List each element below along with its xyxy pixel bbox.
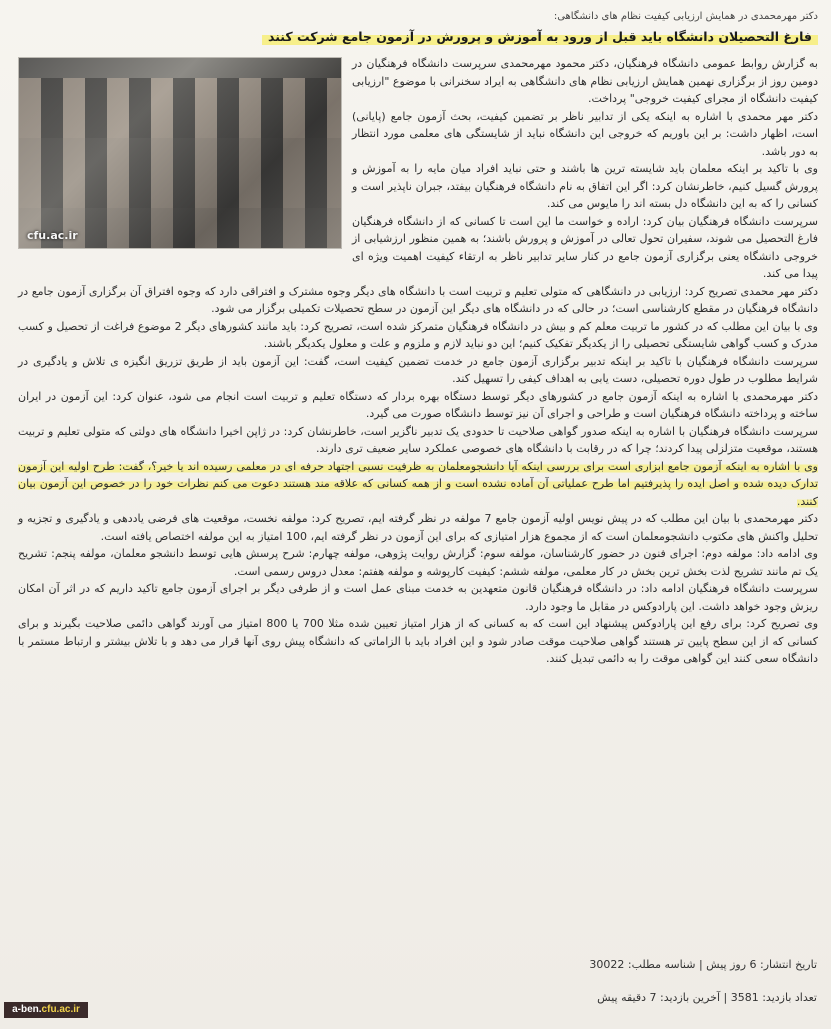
audience-row-middle bbox=[19, 138, 341, 208]
audience-row-top bbox=[19, 78, 341, 138]
paragraph-8: دکتر مهرمحمدی با اشاره به اینکه آزمون جامع در کشورهای دیگر توسط دستگاه بهره بردار که دستگاه تعلیم و تربیت است انجام می شود، عنوان کرد: این آزمون در ایران ساخته و پرداخته دانشگاه فرهنگیان است و طراحی و اجرای آن نیز توسط دانشگاه صورت می گیرد. bbox=[18, 389, 818, 420]
article-headline: فارغ التحصیلان دانشگاه باید قبل از ورود به آموزش و پرورش در آزمون جامع شرکت کنند bbox=[262, 27, 818, 47]
highlighted-text: وی با اشاره به اینکه آزمون جامع ابزاری است برای بررسی اینکه آیا دانشجومعلمان به ظرفیت نسبی اجتهاد حرفه ای در معلمی رسیده اند یا خیر؟، گفت: طرح اولیه این آزمون تدارک دیده شده و اصل ایده را پذیرفتیم اما طرح عملیاتی آن آماده نشده است و از همه کسانی که علاقه مند هستند دعوت می کنم نظرات خود را در خصوص این آزمون بیان کنند. bbox=[18, 459, 818, 508]
site-badge[interactable] bbox=[4, 1002, 88, 1018]
paragraph-9: سرپرست دانشگاه فرهنگیان با اشاره به اینکه صدور گواهی صلاحیت تا حدودی یک تدبیر ناگزیر است، خاطرنشان کرد: در ژاپن اخیرا دانشگاه های دولتی که متولی تعلیم و تربیت هستند، موقعیت متزلزلی پیدا کردند؛ چرا که در رقابت با دانشگاه های خصوصی عملکرد سایر ضعیف تری دارند. bbox=[18, 424, 818, 455]
visit-info: تعداد بازدید: 3581 | آخرین بازدید: 7 دقیقه پیش bbox=[597, 991, 817, 1004]
photo-watermark: cfu.ac.ir bbox=[27, 229, 78, 242]
paragraph-2: دکتر مهر محمدی با اشاره به اینکه یکی از تدابیر ناظر بر تضمین کیفیت، بحث آزمون جامع (پایانی) است، اظهار داشت: بر این باوریم که خروجی این دانشگاه نباید از شایستگی های معلمی مورد انتظار به دور باشد. bbox=[352, 109, 818, 158]
article bbox=[18, 10, 818, 668]
paragraph-3: وی با تاکید بر اینکه معلمان باید شایسته ترین ها باشند و حتی نباید افراد میان مایه را به آموزش و پرورش گسیل کنیم، خاطرنشان کرد: اگر این اتفاق به نام دانشگاه فرهنگیان بیفتد، جبران ناپذیر است و کسانی را که به این دانشگاه دل بسته اند را مایوس می کند. bbox=[352, 162, 818, 210]
conference-photo bbox=[18, 57, 342, 249]
site-badge-domain: cfu.ac.ir bbox=[41, 1004, 80, 1015]
paragraph-13: سرپرست دانشگاه فرهنگیان ادامه داد: در دانشگاه فرهنگیان قانون متعهدین به خدمت مبنای عمل است و از طرفی دیگر بر اجرای آزمون جامع تاکید داریم که در اثر آن امکان ریزش وجود خواهد داشت. این پارادوکس در مقابل ما وجود دارد. bbox=[18, 582, 818, 613]
paragraph-5: دکتر مهر محمدی تصریح کرد: ارزیابی در دانشگاهی که متولی تعلیم و تربیت است با دانشگاه های دیگر وجوه مشترک و افتراقی دارد که وجوه افتراق آن برگزاری آزمون جامع در دانشگاه فرهنگیان در مقطع کارشناسی است؛ در حالی که در دانشگاه های دیگر این آزمون در سطح تحصیلات تکمیلی برگزار می شود. bbox=[18, 284, 818, 315]
site-badge-prefix: a-ben. bbox=[12, 1004, 42, 1015]
article-intro: دکتر مهرمحمدی در همایش ارزیابی کیفیت نظام های دانشگاهی: bbox=[553, 11, 818, 22]
paragraph-14: وی تصریح کرد: برای رفع این پارادوکس پیشنهاد این است که به کسانی که از هزار امتیاز تعیین شده مثلا 700 یا 800 امتیاز می آورند گواهی دائمی صلاحیت بگیرند و برای کسانی که از این سطح پایین تر هستند گواهی صلاحیت موقت صادر شود و این افراد باید با الزاماتی که دانشگاه پیش روی آنها قرار می دهد و با تلاش بیشتر و ارتباط مستمر با دانشگاه سعی کنند این گواهی موقت را به دائمی تبدیل کنند. bbox=[18, 617, 819, 665]
paragraph-12: وی ادامه داد: مولفه دوم: اجرای فنون در حضور کارشناسان، مولفه سوم: گزارش روایت پژوهی، مولفه چهارم: شرح پرسش هایی توسط دانشجو معلمان، مولفه پنجم: تشریح یک تم مانند تشریح لذت بخش ترین بخش در کار معلمی، مولفه ششم: کیفیت کارپوشه و مولفه هفتم: معدل دروس رسمی است. bbox=[18, 547, 818, 578]
paragraph-6: وی با بیان این مطلب که در کشور ما تربیت معلم کم و بیش در دانشگاه فرهنگیان متمرکز شده است، تصریح کرد: باید مانند کشورهای دیگر 2 موضوع فراغت از تحصیل و کسب مدرک و کسب گواهی شایستگی تحصیلی را از یکدیگر تفکیک کنیم؛ این دو نباید لازم و ملزوم و علت و معلول یکدیگر باشند. bbox=[18, 319, 818, 350]
paragraph-1: به گزارش روابط عمومی دانشگاه فرهنگیان، دکتر محمود مهرمحمدی سرپرست دانشگاه فرهنگیان در دومین روز از برگزاری نهمین همایش ارزیابی نظام های دانشگاهی به ایراد سخنرانی با موضوع "ارزیابی کیفیت دانشگاه از مجرای کیفیت خروجی" پرداخت. bbox=[352, 57, 818, 105]
audience-row-bottom bbox=[19, 208, 341, 248]
paragraph-4: سرپرست دانشگاه فرهنگیان بیان کرد: اراده و خواست ما این است تا کسانی که از دانشگاه فرهنگیان فارغ التحصیل می شوند، سفیران تحول تعالی در آموزش و پرورش باشند؛ به همین منظور ارزشیابی از خروجی دانشگاه یعنی برگزاری آزمون جامع در کنار سایر تدابیر ناظر به ارتقاء کیفیت اهمیت ویژه ای پیدا می کند. bbox=[352, 214, 818, 280]
paragraph-10 bbox=[18, 458, 818, 511]
paragraph-11: دکتر مهرمحمدی با بیان این مطلب که در پیش نویس اولیه آزمون جامع 7 مولفه در نظر گرفته ایم، تصریح کرد: مولفه نخست، موقعیت های فرضی یاددهی و یادگیری و تجزیه و تحلیل واکنش های مکتوب دانشجومعلمان است که از مجموع هزار امتیازی که برای این آزمون در نظر گرفته ایم، 100 امتیاز به این مولفه اختصاص یافته است. bbox=[18, 512, 818, 543]
paragraph-7: سرپرست دانشگاه فرهنگیان با تاکید بر اینکه تدبیر برگزاری آزمون جامع در خدمت تضمین کیفیت است، گفت: این آزمون باید از طریق تزریق انگیزه ی تلاش و یادگیری در شرایط مطلوب در طول دوره تحصیلی، دست یابی به اهداف کیفی را تسهیل کند. bbox=[18, 354, 818, 385]
publish-info: تاریخ انتشار: 6 روز پیش | شناسه مطلب: 30022 bbox=[589, 958, 817, 971]
